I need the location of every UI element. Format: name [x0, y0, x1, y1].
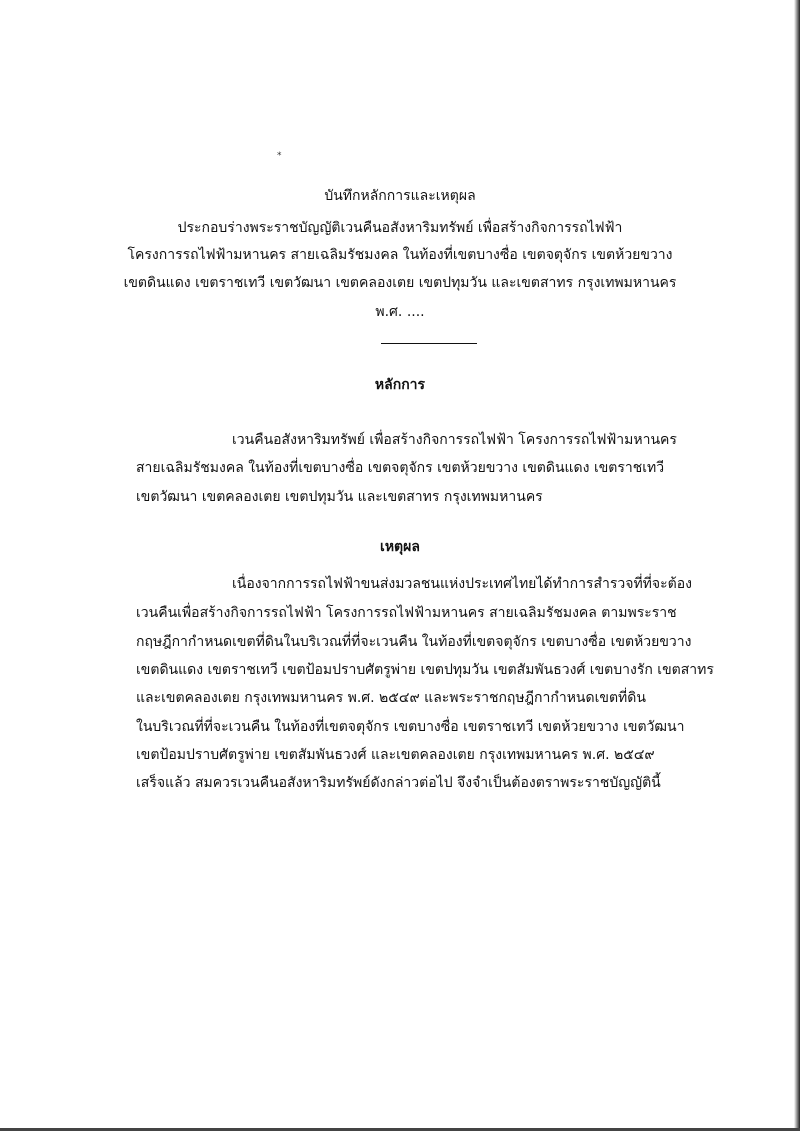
principle-line: เวนคืนอสังหาริมทรัพย์ เพื่อสร้างกิจการรถไฟฟ้า โครงการรถไฟฟ้ามหานคร — [232, 432, 677, 448]
reason-line: เนื่องจากการรถไฟฟ้าขนส่งมวลชนแห่งประเทศไทยได้ทำการสำรวจที่ที่จะต้อง — [232, 576, 692, 592]
memo-title: บันทึกหลักการและเหตุผล — [324, 188, 476, 204]
reason-line: เวนคืนเพื่อสร้างกิจการรถไฟฟ้า โครงการรถไฟฟ้ามหานคร สายเฉลิมรัชมงคล ตามพระราช — [136, 605, 677, 621]
reason-line: เขตป้อมปราบศัตรูพ่าย เขตสัมพันธวงศ์ และเขตคลองเตย กรุงเทพมหานคร พ.ศ. ๒๕๔๙ — [136, 747, 655, 763]
reason-line: เขตดินแดง เขตราชเทวี เขตป้อมปราบศัตรูพ่าย เขตปทุมวัน เขตสัมพันธวงศ์ เขตบางรัก เขตสาทร — [136, 662, 714, 678]
reason-heading: เหตุผล — [380, 539, 420, 555]
memo-title-line-3: โครงการรถไฟฟ้ามหานคร สายเฉลิมรัชมงคล ในท้องที่เขตบางซื่อ เขตจตุจักร เขตห้วยขวาง — [127, 247, 673, 263]
reason-line: เสร็จแล้ว สมควรเวนคืนอสังหาริมทรัพย์ดังกล่าวต่อไป จึงจำเป็นต้องตราพระราชบัญญัตินี้ — [136, 775, 661, 791]
reason-line: และเขตคลองเตย กรุงเทพมหานคร พ.ศ. ๒๕๔๙ และพระราชกฤษฎีกากำหนดเขตที่ดิน — [136, 690, 646, 706]
scan-speck-mark: * — [277, 151, 282, 161]
principle-line: สายเฉลิมรัชมงคล ในท้องที่เขตบางซื่อ เขตจตุจักร เขตห้วยขวาง เขตดินแดง เขตราชเทวี — [136, 460, 665, 476]
reason-line: ในบริเวณที่ที่จะเวนคืน ในท้องที่เขตจตุจักร เขตบางซื่อ เขตราชเทวี เขตห้วยขวาง เขตวัฒนา — [136, 719, 685, 735]
title-divider — [381, 343, 477, 344]
memo-title-year: พ.ศ. .... — [375, 304, 425, 320]
principle-line: เขตวัฒนา เขตคลองเตย เขตปทุมวัน และเขตสาทร กรุงเทพมหานคร — [136, 489, 543, 505]
scan-shadow-right — [794, 0, 800, 1131]
reason-line: กฤษฎีกากำหนดเขตที่ดินในบริเวณที่ที่จะเวนคืน ในท้องที่เขตจตุจักร เขตบางซื่อ เขตห้วยขวาง — [136, 634, 692, 650]
memo-title-line-2: ประกอบร่างพระราชบัญญัติเวนคืนอสังหาริมทรัพย์ เพื่อสร้างกิจการรถไฟฟ้า — [177, 220, 623, 236]
principle-heading: หลักการ — [374, 377, 426, 393]
memo-title-line-4: เขตดินแดง เขตราชเทวี เขตวัฒนา เขตคลองเตย เขตปทุมวัน และเขตสาทร กรุงเทพมหานคร — [123, 275, 677, 291]
